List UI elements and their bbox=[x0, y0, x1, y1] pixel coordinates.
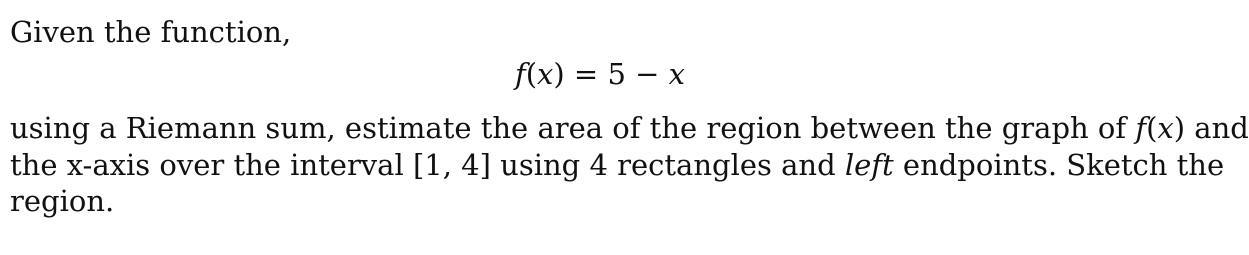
line1-paren-open: ( bbox=[1146, 111, 1158, 145]
equation-variable: x bbox=[668, 57, 686, 91]
paragraph-line-3: region. bbox=[10, 184, 115, 218]
function-equation bbox=[0, 56, 1200, 92]
equation-paren-open: ( bbox=[525, 57, 538, 91]
line2-text: the x-axis over the interval [1, 4] using 4 rectangles and bbox=[10, 147, 845, 182]
equation-minus: − bbox=[625, 57, 669, 91]
intro-text: Given the function, bbox=[10, 15, 292, 49]
line1-x: x bbox=[1157, 111, 1174, 145]
equation-f: f bbox=[514, 57, 526, 91]
equation-x: x bbox=[537, 57, 554, 91]
paragraph-line-1 bbox=[10, 110, 1249, 147]
paragraph-line-2 bbox=[10, 147, 1225, 184]
equation-equals: = bbox=[564, 57, 608, 91]
equation-paren-close: ) bbox=[553, 57, 565, 91]
line1-f: f bbox=[1135, 111, 1147, 145]
problem-paragraph bbox=[10, 110, 1249, 220]
line1-text: using a Riemann sum, estimate the area of the region between the graph of bbox=[10, 111, 1136, 145]
line1-paren-close: ) bbox=[1173, 111, 1186, 145]
line2-left-italic: left bbox=[844, 147, 894, 182]
line1-tail: and bbox=[1185, 111, 1249, 145]
line2-tail: endpoints. Sketch the bbox=[893, 147, 1225, 182]
equation-constant: 5 bbox=[607, 57, 626, 91]
